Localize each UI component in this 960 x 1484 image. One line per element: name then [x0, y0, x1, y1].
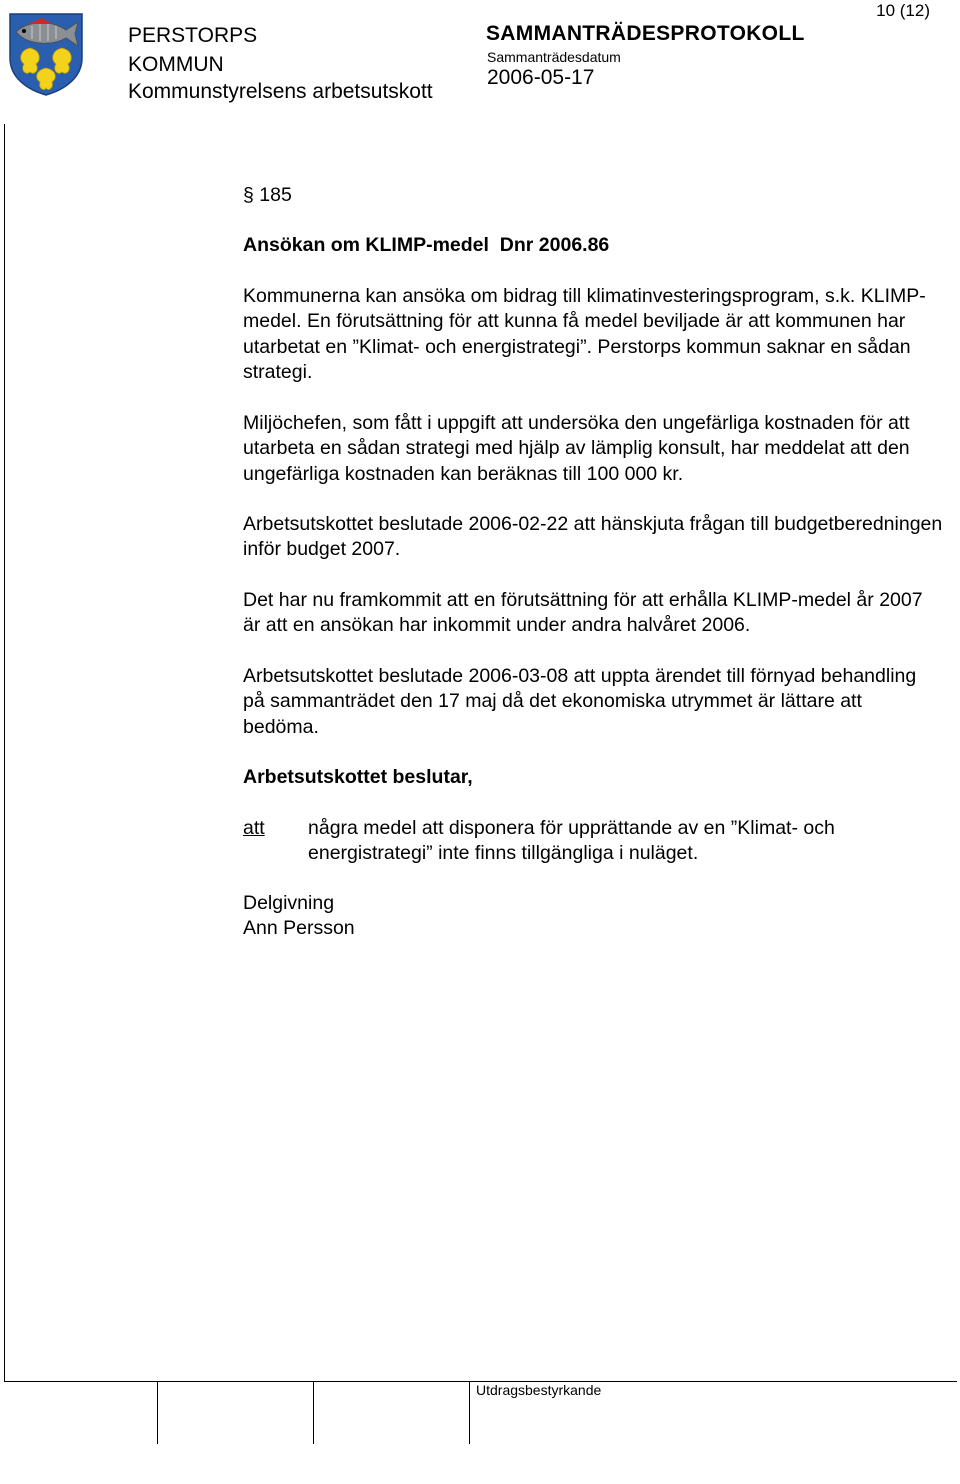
delgivning-block	[243, 891, 943, 942]
item-heading: Ansökan om KLIMP-medel Dnr 2006.86	[243, 234, 610, 256]
decision-att-label: att	[243, 817, 265, 839]
meeting-date: 2006-05-17	[487, 66, 595, 89]
meeting-date-label: Sammanträdesdatum	[487, 49, 621, 65]
organization-name-line2: KOMMUN	[128, 53, 224, 76]
signature-box-divider	[157, 1382, 158, 1444]
delgivning-recipient: Ann Persson	[243, 917, 355, 940]
signature-box-divider	[313, 1382, 314, 1444]
body-paragraph-5: Arbetsutskottet beslutade 2006-03-08 att uppta ärendet till förnyad behandling på sammanträdet den 17 maj då det ekonomiska utrymmet är lättare att bedöma.	[243, 665, 917, 738]
delgivning-label: Delgivning	[243, 892, 335, 914]
decision-text: några medel att disponera för upprättande av en ”Klimat- och energistrategi” inte finns tillgängliga i nuläget.	[308, 817, 835, 865]
committee-name: Kommunstyrelsens arbetsutskott	[128, 80, 433, 103]
signature-box-divider	[469, 1382, 470, 1444]
municipal-coat-of-arms-icon	[8, 12, 84, 96]
extract-certification-label: Utdragsbestyrkande	[476, 1382, 602, 1398]
left-margin-rule	[4, 124, 5, 1382]
body-paragraph-3: Arbetsutskottet beslutade 2006-02-22 att hänskjuta frågan till budgetberedningen inför budget 2007.	[243, 513, 943, 561]
body-paragraph-1: Kommunerna kan ansöka om bidrag till klimatinvesteringsprogram, s.k. KLIMP-medel. En förutsättning för att kunna få medel beviljade är att kommunen har utarbetat en ”Klimat- och energistrategi”. Perstorps kommun saknar en sådan strategi.	[243, 285, 926, 383]
body-paragraph-2: Miljöchefen, som fått i uppgift att undersöka den ungefärliga kostnaden för att utarbeta en sådan strategi med hjälp av lämplig konsult, har meddelat att den ungefärliga kostnaden kan beräknas till 100 000 kr.	[243, 412, 910, 485]
document-title: SAMMANTRÄDESPROTOKOLL	[486, 22, 805, 45]
page-number: 10 (12)	[876, 1, 930, 20]
body-paragraph-4: Det har nu framkommit att en förutsättning för att erhålla KLIMP-medel år 2007 är att en ansökan har inkommit under andra halvåret 2006.	[243, 589, 923, 637]
organization-name-line1: PERSTORPS	[128, 24, 258, 47]
paragraph-number: § 185	[243, 184, 292, 206]
decision-heading: Arbetsutskottet beslutar,	[243, 766, 473, 788]
